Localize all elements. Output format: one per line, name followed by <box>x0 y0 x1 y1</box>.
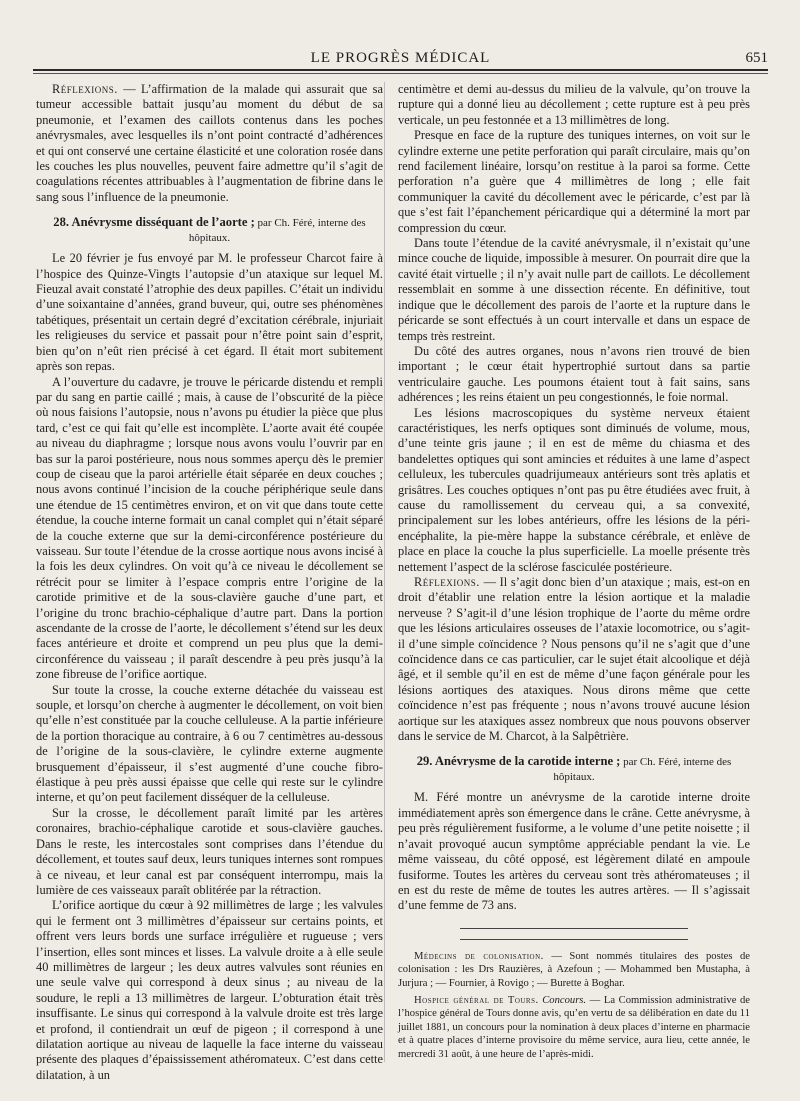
section-28-title: 28. Anévrysme disséquant de l’aorte ; <box>53 215 255 230</box>
running-head <box>33 50 768 70</box>
header-rule-thick <box>33 69 768 71</box>
section-29-title: 29. Anévrysme de la carotide interne ; <box>416 754 621 769</box>
paragraph: A l’ouverture du cadavre, je trouve le péricarde distendu et rempli par du sang en partie caillé ; mais, à cause de l’obscurité de la pièce où nous faisions l’autopsie, nous n’avons pu étudier la pièce que plus tard, c’est ce qui fait qu’elle est incomplète. L’aorte avait été coupée au niveau du diaphragme ; lorsque nous avons voulu l’ouvrir par en bas sur la paroi postérieure, nous nous sommes aperçu dès le premier coup de ciseau que la paroi artérielle était séparée en deux couches ; nous avons continué l’incision de la couche périphérique seule dans une étendue de 15 centimètres environ, et on vit que dans toute cette étendue, la couche interne formait un canal complet qui n’était séparé de la couche externe que sur la demi-circonférence postérieure du vaisseau. Sur toute l’étendue de la crosse aortique nous avons incisé à la fois les deux cylindres. On voit qu’à ce niveau le décollement se rétrécit pour se limiter à l’espace compris entre l’origine de la carotide primitive et de la sous-clavière gauche d’une part, et l’origine du tronc brachio-céphalique d’autre part. Dans la portion ascendante de la crosse de l’aorte, le décollement s’étend sur les deux faces antérieure et droite et comprend un peu plus que la demi-circonférence du vaisseau ; il paraît descendre à peu près jusqu’à la zone fibreuse de l’orifice aortique. <box>36 374 383 682</box>
reflexions-text: — Il s’agit donc bien d’un ataxique ; mais, est-on en droit d’établir une relation entre la lésion aortique et la maladie nerveuse ? S’agit-il d’une lésion trophique de l’aorte du même ordre que les lésions articulaires osseuses de l’ataxie locomotrice, ou s’agit-il d’une simple coïncidence ? Nous pensons qu’il ne s’agit que d’une coïncidence dans ce cas particulier, car le sujet était alcoolique et déjà âgé, et il semble qu’il en est de même d’une façon générale pour les lésions aortiques des ataxiques. Nous dirons même que cette coïncidence n’est pas fréquente ; nous n’avons trouvé aucune lésion aortique sur les ataxiques assez nombreux que nous pouvons observer dans le service de M. Charcot, à la Salpêtrière. <box>398 575 750 744</box>
page-number: 651 <box>745 50 768 66</box>
paragraph: Sur toute la crosse, la couche externe détachée du vaisseau est souple, et lorsqu’on cherche à augmenter le décollement, on voit bien qu’elle n’est constituée par la couche celluleuse. A la partie inférieure de la portion thoracique au contraire, à 6 ou 7 centimètres au-dessous de l’origine de la sous-clavière, le cylindre externe augmente brusquement d’épaisseur, il s’est augmenté d’une couche fibro-élastique à peu près aussi épaisse que celle qui reste sur le cylindre interne, et qu’on peut facilement disséquer de la celluleuse. <box>36 682 383 805</box>
notice-italic: Concours. <box>538 994 587 1006</box>
paragraph: Presque en face de la rupture des tuniques internes, on voit sur le cylindre externe une petite perforation qui paraît circulaire, mais qu’on rend facilement linéaire, lorsqu’on restitue à la paroi sa forme. Cette perforation n’a guère que 4 millimètres de long ; elle fait communiquer la cavité du décollement avec le péricarde, c’est par là que s’est fait l’épanchement péricardique qui a déterminé la mort par compression du cœur. <box>398 128 750 235</box>
reflexions-paragraph <box>36 82 383 205</box>
paragraph: centimètre et demi au-dessus du milieu de la valvule, qu’on trouve la rupture qui a donné lieu au décollement ; cette rupture est à peu près verticale, un peu festonnée et a 13 millimètres de long. <box>398 82 750 127</box>
section-29-byline: par Ch. Féré, interne des hôpitaux. <box>553 756 732 784</box>
notice-colonisation <box>398 950 750 990</box>
paragraph: M. Féré montre un anévrysme de la carotide interne droite immédiatement après son émergence dans le crâne. Cette anévrysme, à peu près régulièrement fusiforme, a le volume d’une petite noisette ; il n’avait provoqué aucun symptôme appréciable pendant la vie. Le même vaisseau, du côté opposé, est légèrement dilaté en ampoule fusiforme. Toutes les artères du cerveau sont très athéromateuses ; il en est du reste de même de toutes les autres artères. — Il s’agissait d’une femme de 73 ans. <box>398 790 750 913</box>
column-divider <box>384 82 385 1062</box>
header-rule-thin <box>33 73 768 74</box>
paragraph: Le 20 février je fus envoyé par M. le professeur Charcot faire à l’hospice des Quinze-Vingts l’autopsie d’un ataxique sur lequel M. Fieuzal avait constaté l’atrophie des deux papilles. C’était un individu d’une soixantaine d’années, grand buveur, qui, outre ses phénomènes tabétiques, présentait un certain degré d’excitation cérébrale, injuriait les religieuses du service et passait pour n’être point sain d’esprit, bien qu’on n’eût rien précisé à cet égard. Il était mort subitement après son repas. <box>36 251 383 374</box>
notices <box>398 950 750 1061</box>
notice-label: Médecins de colonisation. <box>414 950 544 962</box>
separator-rule <box>460 928 688 929</box>
paragraph: Sur la crosse, le décollement paraît limité par les artères coronaires, brachio-céphalique carotide et sous-clavière gauches. Dans le reste, les intercostales sont comprises dans l’étendue du décollement, et toutes sauf deux, leurs tuniques internes sont rompues à ce niveau, et leur canal est par conséquent interrompu, mais la lumière de ces vaisseaux paraît oblitérée par la rétraction. <box>36 805 383 897</box>
notice-text: — Sont nommés titulaires des postes de colonisation : les Drs Rauzières, à Azefoun ; — Mohammed ben Mustapha, à Jurjura ; — Fournier, à Rovigo ; — Burette à Boghar. <box>398 950 750 989</box>
notice-text: — La Commission administrative de l’hospice général de Tours donne avis, qu’en vertu de sa délibération en date du 11 juillet 1881, un concours pour la nomination à deux places d’interne en pharmacie et à quatre places d’interne provisoire du même service, aura lieu, cette année, le mercredi 31 août, à une heure de l’après-midi. <box>398 994 750 1060</box>
paragraph: Dans toute l’étendue de la cavité anévrysmale, il n’existait qu’une mince couche de liquide, impossible à mesurer. On pourrait dire que la cavité était virtuelle ; il n’y avait nulle part de caillots. Le décollement ressemblait en somme à une dissection récente. En définitive, tout indique que le décollement des parois de l’aorte et la rupture dans le péricarde se sont effectués à un court intervalle et dans un espace de temps très restreint. <box>398 236 750 343</box>
journal-title: LE PROGRÈS MÉDICAL <box>310 50 491 66</box>
paragraph: L’orifice aortique du cœur à 92 millimètres de large ; les valvules qui le ferment ont 3 millimètres d’épaisseur sur certains points, et offrent vers leurs bords une surface irrégulière et rugueuse ; vers l’insertion, elles sont minces et lisses. La valvule droite a à elle seule 40 millimètres de largeur ; les deux autres valvules sont réunies en une seule valve qui correspond à deux sinus ; au niveau de la soudure, le repli a 13 millimètres de largeur. L’obturation était très insuffisante. Le sinus qui correspond à la valvule droite est très large et profond, il contiendrait un œuf de pigeon ; il correspond à une dilatation aortique au niveau de laquelle la face interne du vaisseau présente des plaques d’épaississement athéromateux. C’est dans cette dilatation, à un <box>36 898 383 1082</box>
notice-label: Hospice général de Tours. <box>414 994 539 1006</box>
section-28-byline: par Ch. Féré, interne des hôpitaux. <box>188 217 366 245</box>
paragraph: Les lésions macroscopiques du système nerveux étaient caractéristiques, les nerfs optiques sont diminués de volume, mous, d’une teinte gris jaune ; il en est de même du chiasma et des bandelettes optiques qui sont amincies et réduites à une lame d’aspect celluleux, les tubercules quadrijumeaux antérieurs sont très aplatis et grisâtres. Les couches optiques n’ont pas pu être étudiées avec fruit, à cause du ramollissement du cerveau qui, a sa convexité, principalement sur les lobes antérieurs, offre les lésions de la péri-encéphalite, la pie-mère happe la substance cérébrale, et enlève de place en place la couche la plus superficielle. La moelle présente très nettement l’aspect de la sclérose fasciculée postérieure. <box>398 405 750 574</box>
section-28-heading <box>36 215 383 245</box>
separator-rule <box>460 939 688 940</box>
reflexions-label: Réflexions. <box>52 82 118 96</box>
reflexions-label: Réflexions. <box>414 575 480 589</box>
right-column <box>398 82 750 1061</box>
reflexions-text: — L’affirmation de la malade qui assurait que sa tumeur accessible battait jusqu’au moment du début de sa pneumonie, et l’examen des caillots contenus dans les poches anévrysmales, avec lesquelles ils n’ont point contracté d’adhérences et qui ont conservé une certaine élasticité et une coloration rosée dans les couches les plus nouvelles, peuvent faire admettre qu’il s’agit de coagulations récentes attribuables à l’augmentation de fibrine dans le sang sous l’influence de la pneumonie. <box>36 82 383 204</box>
section-29-heading <box>398 754 750 784</box>
left-column <box>36 82 383 1083</box>
notice-tours <box>398 994 750 1061</box>
paragraph: Du côté des autres organes, nous n’avons rien trouvé de bien important ; le cœur était hypertrophié surtout dans sa partie ventriculaire gauche. Les poumons étaient tout à fait sains, sans adhérences ; les reins étaient un peu congestionnés, le foie normal. <box>398 343 750 405</box>
reflexions-paragraph <box>398 575 750 744</box>
